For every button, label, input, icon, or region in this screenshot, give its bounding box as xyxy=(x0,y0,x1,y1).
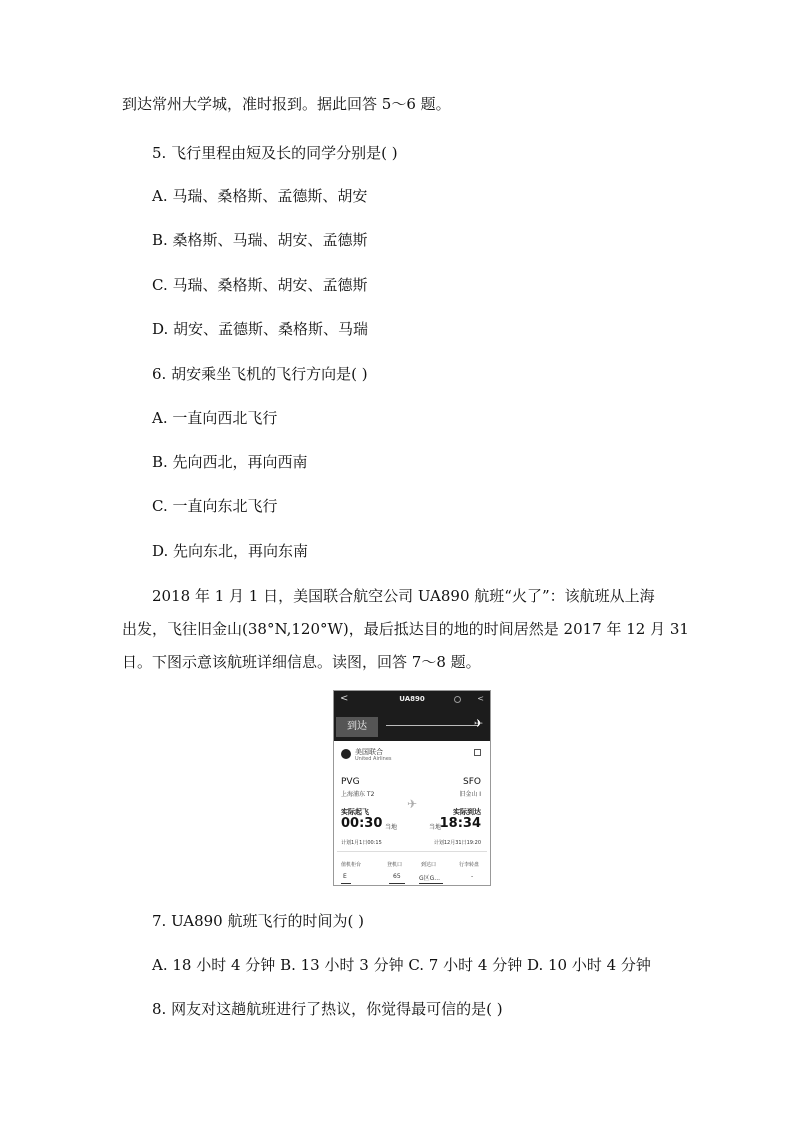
plane-icon: ✈ xyxy=(474,717,484,730)
question-7-options: A. 18 小时 4 分钟 B. 13 小时 3 分钟 C. 7 小时 4 分钟 D. 10 小时 4 分钟 xyxy=(152,956,651,974)
checkin-value: E xyxy=(343,873,347,880)
back-icon[interactable]: < xyxy=(340,693,349,704)
question-5-option-d: D. 胡安、孟德斯、桑格斯、马瑞 xyxy=(152,320,369,338)
question-7-stem: 7. UA890 航班飞行的时间为( ) xyxy=(152,912,364,930)
arrival-exit-value: G区G... xyxy=(419,875,441,882)
passage-line-3: 日。下图示意该航班详细信息。读图，回答 7～8 题。 xyxy=(122,653,481,671)
underline xyxy=(341,883,351,884)
dep-local: 当地 xyxy=(385,824,398,831)
checkin-label: 值机柜台 xyxy=(341,862,362,868)
arr-time: 18:34 xyxy=(439,816,481,831)
origin-name: 上海浦东 T2 xyxy=(341,791,375,798)
dest-name: 旧金山 I xyxy=(459,791,481,798)
plane-icon: ✈ xyxy=(407,797,418,811)
divider xyxy=(337,851,487,852)
arr-label: 实际到达 xyxy=(453,808,481,816)
baggage-label: 行李转盘 xyxy=(459,862,480,868)
question-5-option-b: B. 桑格斯、马瑞、胡安、孟德斯 xyxy=(152,231,368,249)
underline xyxy=(419,883,443,884)
question-6-option-d: D. 先向东北，再向东南 xyxy=(152,542,309,560)
dep-label: 实际起飞 xyxy=(341,808,369,816)
route-line xyxy=(386,725,478,726)
origin-code: PVG xyxy=(341,777,360,787)
gate-value: 65 xyxy=(393,873,401,880)
arrival-exit-label: 到达口 xyxy=(421,862,437,868)
question-6-stem: 6. 胡安乘坐飞机的飞行方向是( ) xyxy=(152,365,368,383)
question-8-stem: 8. 网友对这趟航班进行了热议，你觉得最可信的是( ) xyxy=(152,1000,503,1018)
arr-local: 当地 xyxy=(429,824,442,831)
flight-info-screenshot xyxy=(333,690,491,886)
share-icon[interactable]: < xyxy=(477,694,484,703)
baggage-value: - xyxy=(471,873,474,880)
passage-line-2: 出发，飞往旧金山(38°N,120°W)，最后抵达目的地的时间居然是 2017 年 12 月 31 xyxy=(122,620,689,638)
passage-line-1: 2018 年 1 月 1 日，美国联合航空公司 UA890 航班“火了”：该航班从上海 xyxy=(152,587,655,605)
intro-line: 到达常州大学城，准时报到。据此回答 5～6 题。 xyxy=(122,95,451,113)
question-6-option-b: B. 先向西北，再向西南 xyxy=(152,453,308,471)
underline xyxy=(389,883,405,884)
gate-label: 登机口 xyxy=(387,862,403,868)
status-badge: 到达 xyxy=(336,717,378,737)
question-5-option-c: C. 马瑞、桑格斯、胡安、孟德斯 xyxy=(152,276,368,294)
question-6-option-a: A. 一直向西北飞行 xyxy=(152,409,278,427)
qr-icon[interactable] xyxy=(474,749,481,756)
arr-plan: 计划12月31日19:20 xyxy=(433,840,481,846)
airline-name-en: United Airlines xyxy=(355,756,392,762)
dest-code: SFO xyxy=(463,777,481,787)
question-5-option-a: A. 马瑞、桑格斯、孟德斯、胡安 xyxy=(152,187,368,205)
flight-title: UA890 xyxy=(399,695,425,703)
dep-plan: 计划1月1日00:15 xyxy=(341,840,382,846)
dep-time: 00:30 xyxy=(341,816,383,831)
phone-header xyxy=(334,691,490,741)
airline-logo-icon xyxy=(341,749,351,759)
question-5-stem: 5. 飞行里程由短及长的同学分别是( ) xyxy=(152,144,398,162)
question-6-option-c: C. 一直向东北飞行 xyxy=(152,497,278,515)
flight-card xyxy=(337,743,487,885)
airline-name-cn: 美国联合 xyxy=(355,748,383,756)
refresh-icon[interactable] xyxy=(454,696,461,703)
